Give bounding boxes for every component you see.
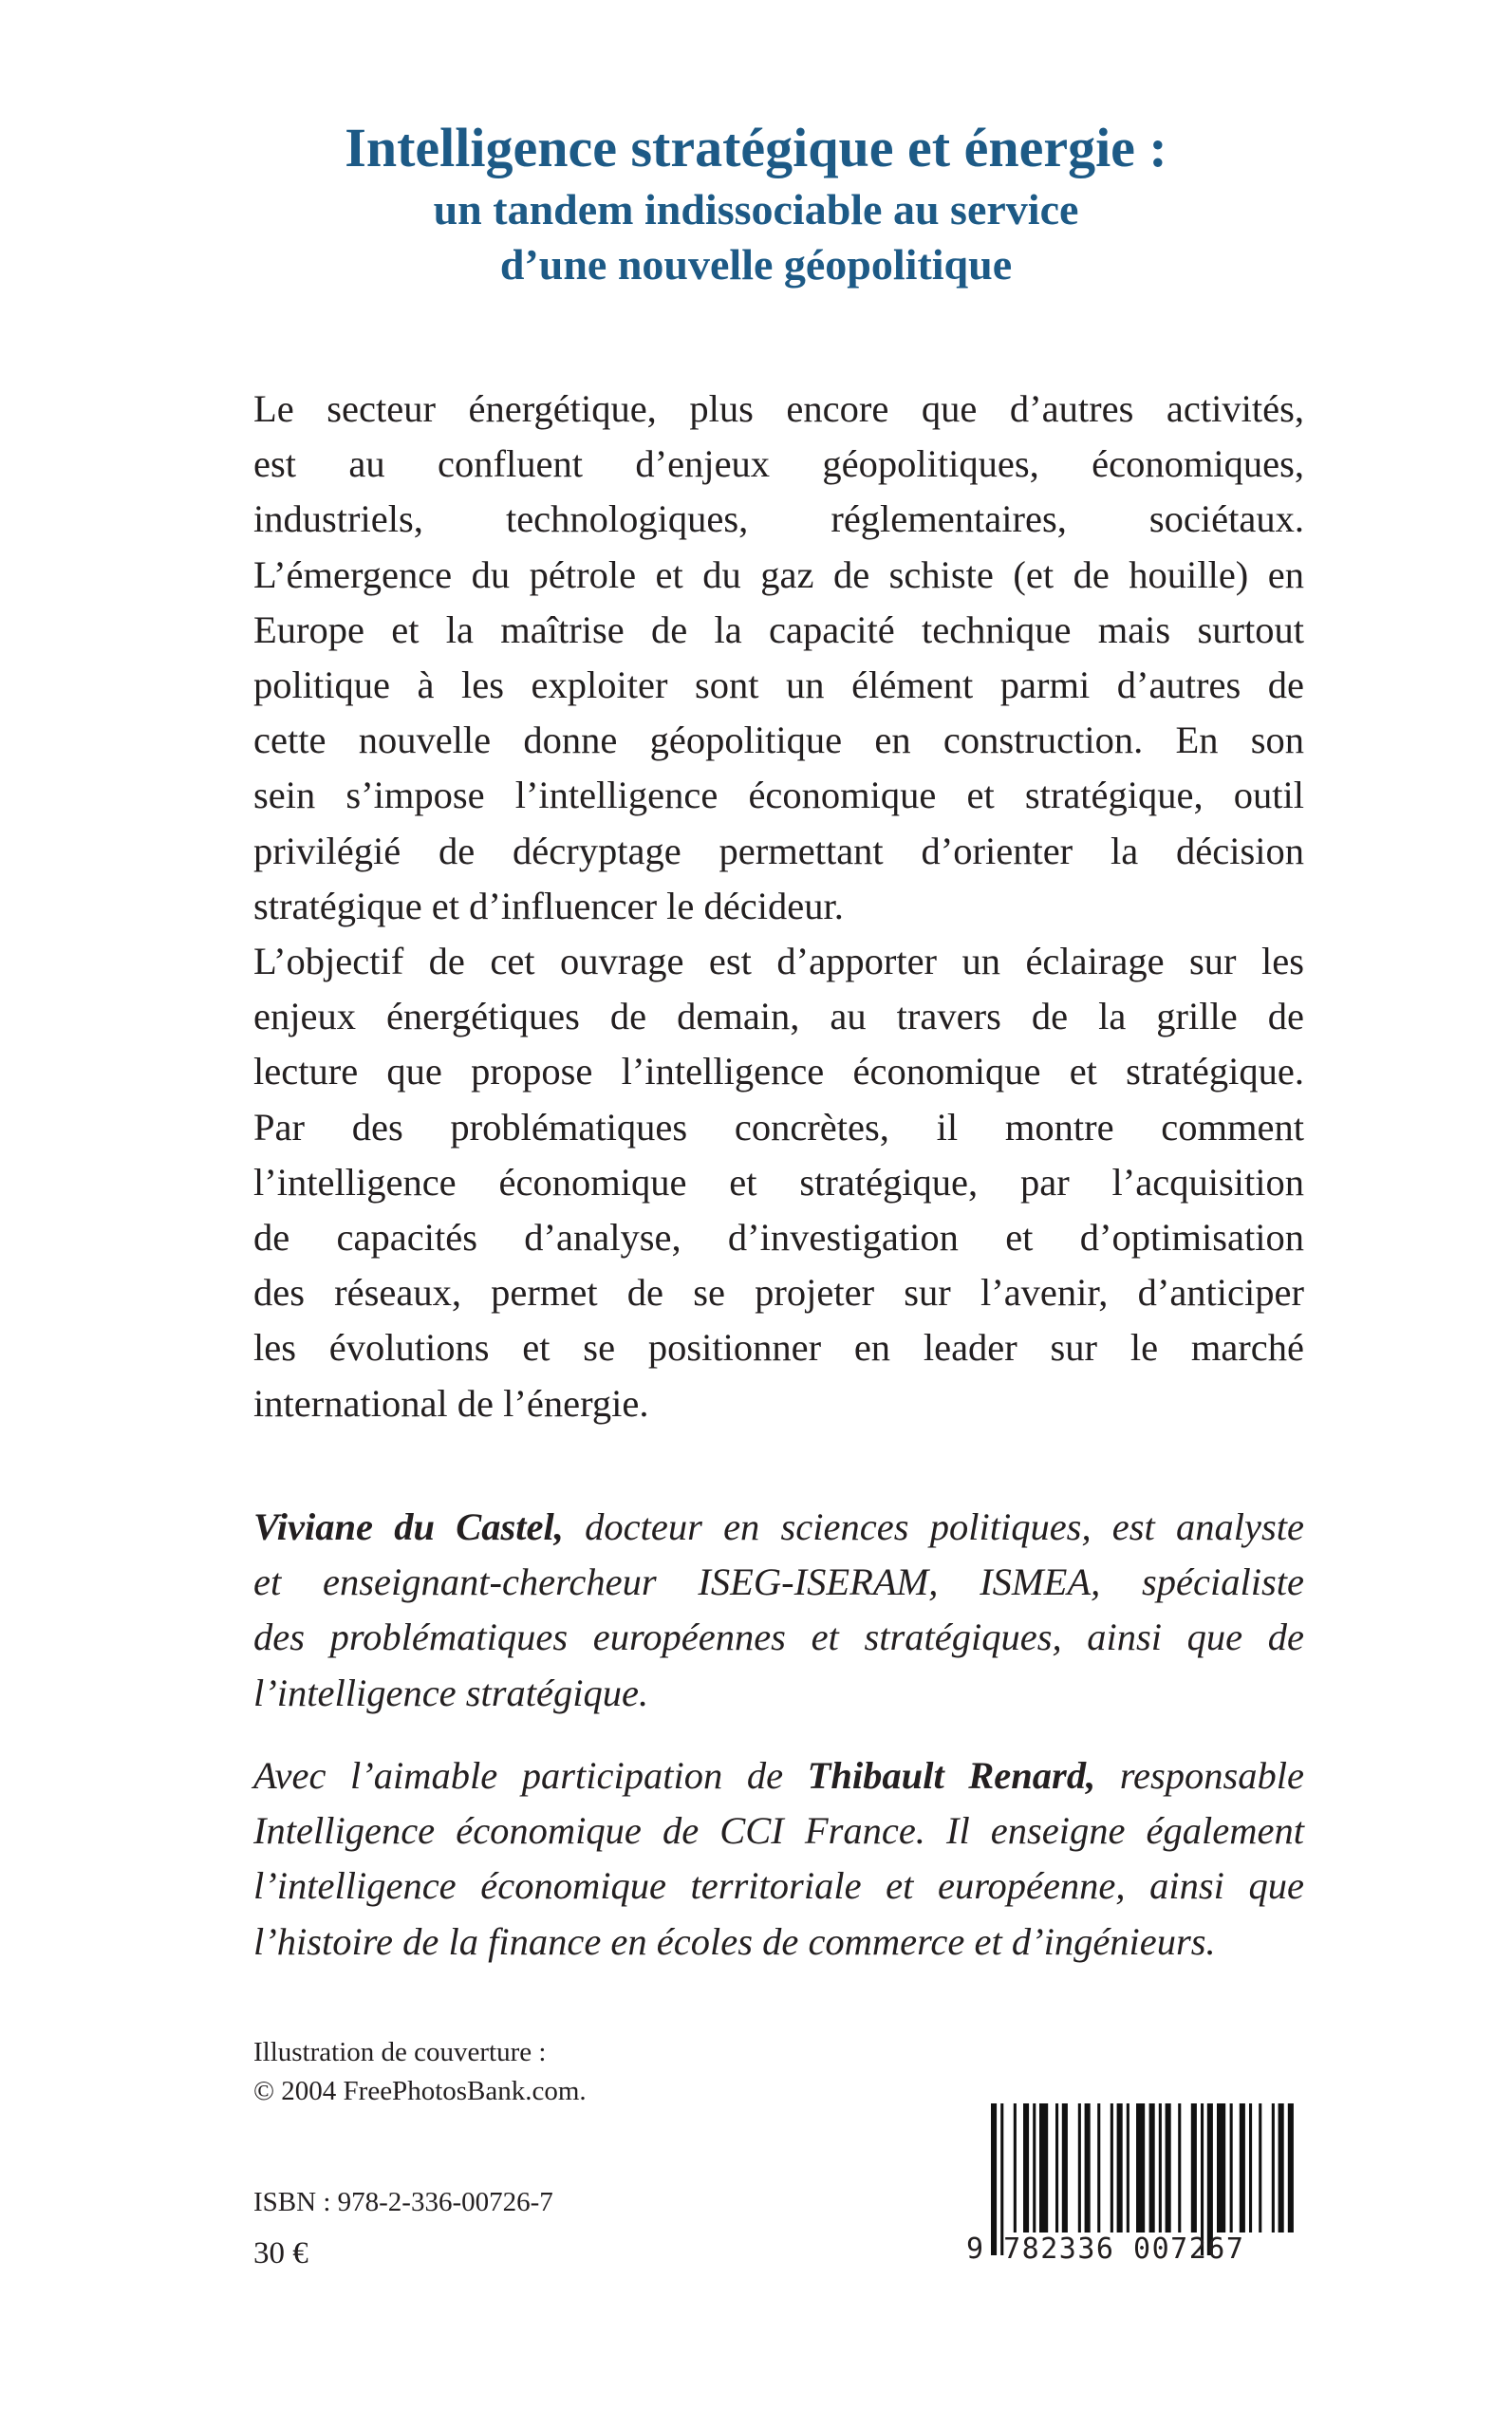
barcode-bar (1149, 2103, 1155, 2233)
barcode-bar (1178, 2103, 1181, 2233)
barcode-bar (1055, 2103, 1058, 2233)
author-name: Viviane du Castel, (253, 1505, 564, 1548)
blurb-line: stratégique et d’influencer le décideur. (253, 884, 844, 927)
cover-credit-source: © 2004 FreePhotosBank.com. (253, 2076, 587, 2106)
barcode-bar (1259, 2103, 1261, 2233)
author-bio-line (253, 1500, 1304, 1555)
blurb-line: l’intelligence économique et stratégique, par l’acquisition (253, 1160, 1304, 1204)
barcode-bar (1117, 2103, 1123, 2233)
barcode-digits: 9 782336 007267 (966, 2233, 1245, 2266)
barcode-bar (1039, 2103, 1048, 2233)
blurb-line: politique à les exploiter sont un élément parmi d’autres de (253, 663, 1304, 707)
barcode-bar (1249, 2103, 1252, 2233)
author-bio-text: docteur en sciences politiques, est analyste (585, 1505, 1304, 1548)
blurb-line: privilégié de décryptage permettant d’orienter la décision (253, 829, 1304, 872)
barcode-bar (1272, 2103, 1275, 2233)
barcode-bar (1288, 2103, 1294, 2233)
barcode-bar (1217, 2103, 1225, 2233)
blurb-line: enjeux énergétiques de demain, au travers de la grille de (253, 995, 1304, 1038)
barcode-bar (1240, 2103, 1245, 2233)
blurb-line: industriels, technologiques, réglementaires, sociétaux. (253, 497, 1304, 541)
blurb-line: les évolutions et se positionner en leader sur le marché (253, 1326, 1304, 1370)
blurb-line: Par des problématiques concrètes, il montre comment (253, 1105, 1304, 1149)
author-bio (253, 1500, 1304, 1721)
cover-credit (253, 2033, 587, 2111)
blurb-line: sein s’impose l’intelligence économique et stratégique, outil (253, 774, 1304, 817)
barcode-bar (1062, 2103, 1068, 2233)
subtitle-line-1: un tandem indissociable au service (433, 185, 1079, 234)
blurb-line: est au confluent d’enjeux géopolitiques, économiques, (253, 442, 1304, 486)
contributor-intro: Avec l’aimable participation de (253, 1754, 784, 1797)
author-bio-line: et enseignant-chercheur ISEG-ISERAM, ISMEA, spécialiste (253, 1560, 1304, 1604)
cover-credit-label: Illustration de couverture : (253, 2037, 547, 2067)
blurb-line: Europe et la maîtrise de la capacité technique mais surtout (253, 607, 1304, 651)
blurb-line: lecture que propose l’intelligence économique et stratégique. (253, 1050, 1304, 1093)
main-title: Intelligence stratégique et énergie : (345, 117, 1167, 178)
barcode-bar (1230, 2103, 1233, 2233)
author-bio-line: l’intelligence stratégique. (253, 1671, 649, 1714)
subtitle-line-2: d’une nouvelle géopolitique (499, 240, 1013, 289)
barcode-bar (1014, 2103, 1017, 2233)
contributor-role: responsable (1119, 1754, 1305, 1797)
barcode-bar (1097, 2103, 1100, 2233)
blurb-line: Le secteur énergétique, plus encore que d’autres activités, (253, 387, 1304, 430)
author-bio-line: des problématiques européennes et stratégiques, ainsi que de (253, 1616, 1304, 1659)
blurb-line: de capacités d’analyse, d’investigation et d’optimisation (253, 1216, 1304, 1260)
barcode-bar (1136, 2103, 1145, 2233)
isbn: ISBN : 978-2-336-00726-7 (253, 2187, 553, 2217)
blurb-line: L’objectif de cet ouvrage est d’apporter un éclairage sur les (253, 940, 1304, 983)
blurb-text (253, 382, 1304, 1431)
barcode-bar (1033, 2103, 1036, 2233)
contributor-bio (253, 1748, 1304, 1970)
barcode-bar (1159, 2103, 1162, 2233)
price: 30 € (253, 2236, 308, 2270)
barcode-bar (1085, 2103, 1091, 2233)
barcode-bar (1023, 2103, 1029, 2233)
barcode-bar (1191, 2103, 1197, 2233)
blurb-line: international de l’énergie. (253, 1381, 649, 1425)
barcode-bar (1127, 2103, 1129, 2233)
barcode-bar (1078, 2103, 1081, 2233)
title-block (0, 114, 1512, 292)
contributor-bio-line: l’intelligence économique territoriale et européenne, ainsi que (253, 1864, 1304, 1908)
contributor-bio-line (253, 1748, 1304, 1803)
contributor-bio-line: l’histoire de la finance en écoles de commerce et d’ingénieurs. (253, 1919, 1216, 1963)
contributor-bio-line: Intelligence économique de CCI France. Il enseigne également (253, 1809, 1304, 1853)
barcode-bar (1166, 2103, 1171, 2233)
blurb-line: des réseaux, permet de se projeter sur l’avenir, d’anticiper (253, 1271, 1304, 1315)
blurb-line: L’émergence du pétrole et du gaz de schiste (et de houille) en (253, 552, 1304, 596)
barcode-bar (1111, 2103, 1113, 2233)
barcode-bar (1279, 2103, 1284, 2233)
blurb-line: cette nouvelle donne géopolitique en construction. En son (253, 719, 1304, 762)
contributor-name: Thibault Renard, (807, 1754, 1096, 1797)
